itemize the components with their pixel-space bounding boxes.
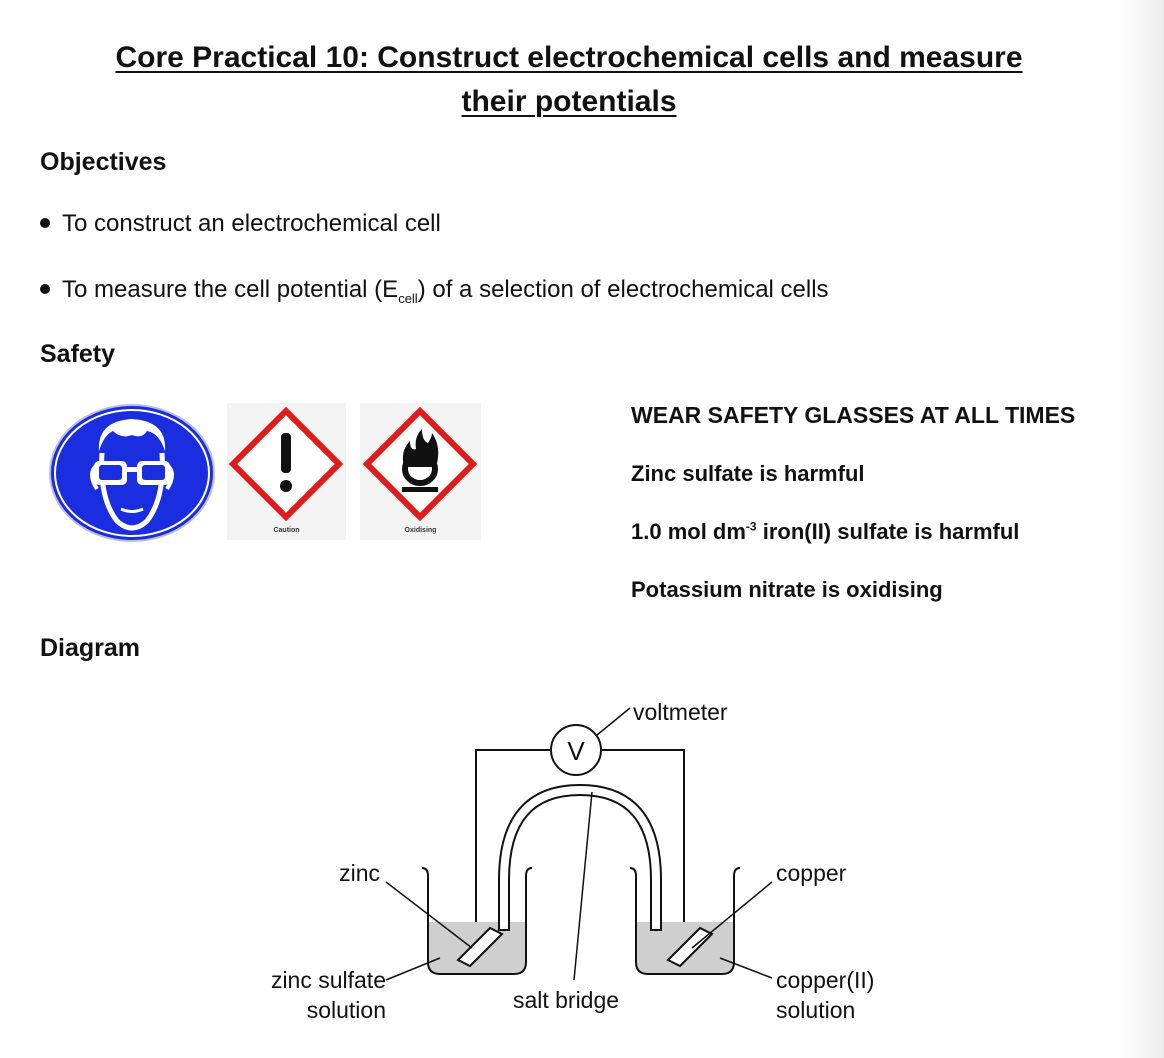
- objective-text: To construct an electrochemical cell: [62, 210, 441, 237]
- safety-line: [631, 519, 1019, 545]
- objective-text-part: To measure the cell potential (E: [62, 276, 399, 303]
- diagram-heading: Diagram: [40, 634, 141, 662]
- zinc-solution-label-2: solution: [306, 997, 386, 1023]
- safety-text-part: iron(II) sulfate is harmful: [756, 519, 1020, 544]
- copper-solution-label-1: copper(II): [776, 967, 875, 993]
- title-line-2: their potentials: [461, 85, 677, 118]
- salt-bridge-label: salt bridge: [512, 987, 620, 1013]
- objectives-heading: Objectives: [40, 148, 167, 176]
- safety-superscript: -3: [745, 519, 757, 534]
- voltmeter-label: voltmeter: [633, 699, 728, 725]
- safety-text-part: 1.0 mol dm: [631, 519, 746, 544]
- oxidising-flame-icon: [360, 403, 481, 540]
- voltmeter-pointer: [597, 708, 630, 735]
- electrochemical-cell-diagram: [240, 690, 920, 1045]
- objective-text-part: ) of a selection of electrochemical cells: [417, 276, 829, 303]
- caution-exclamation-icon: [227, 403, 346, 540]
- oxidising-caption: Oxidising: [404, 527, 437, 534]
- objective-subscript: cell: [398, 290, 418, 306]
- voltmeter-symbol: V: [567, 736, 585, 766]
- safety-heading: Safety: [40, 340, 116, 368]
- page-title: [0, 36, 1138, 124]
- zinc-label: zinc: [339, 860, 380, 886]
- bullet-icon: [40, 284, 50, 294]
- objective-item: [40, 210, 441, 238]
- safety-line: Zinc sulfate is harmful: [631, 461, 865, 486]
- salt-bridge-pointer: [574, 792, 592, 980]
- title-line-1: Core Practical 10: Construct electrochemical cells and measure: [115, 41, 1023, 74]
- wire-right: [601, 750, 684, 922]
- copper-solution-label-2: solution: [776, 997, 856, 1023]
- bullet-icon: [40, 218, 50, 228]
- copper-label: copper: [776, 860, 847, 886]
- safety-line: Potassium nitrate is oxidising: [631, 577, 943, 602]
- safety-line: WEAR SAFETY GLASSES AT ALL TIMES: [631, 402, 1076, 428]
- objective-item: [40, 276, 829, 306]
- zinc-solution-label-1: zinc sulfate: [270, 967, 386, 993]
- caution-caption: Caution: [273, 527, 300, 534]
- safety-glasses-icon: [47, 403, 217, 548]
